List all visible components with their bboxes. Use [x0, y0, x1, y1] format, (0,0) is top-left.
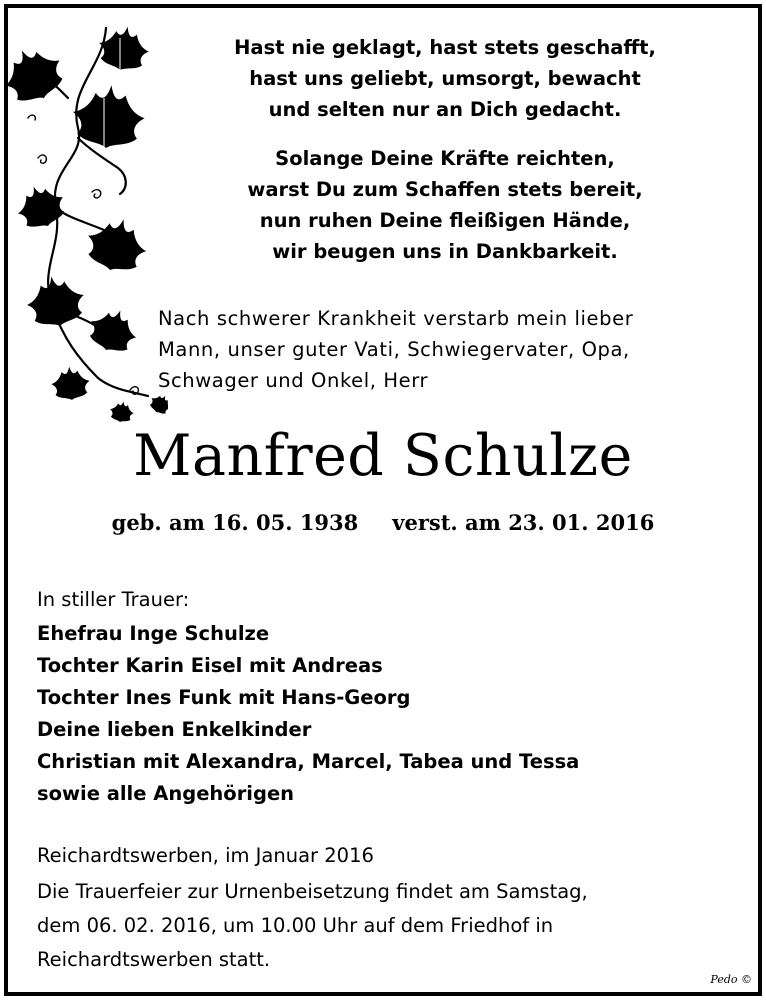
poem-line: Hast nie geklagt, hast stets geschafft,	[234, 36, 656, 59]
mourner-list	[37, 618, 579, 810]
life-dates	[0, 505, 766, 541]
mourning-label: In stiller Trauer:	[37, 588, 190, 611]
poem-line: Solange Deine Kräfte reichten,	[275, 147, 615, 170]
intro-line: Mann, unser guter Vati, Schwiegervater, Opa,	[158, 338, 630, 361]
poem-line: warst Du zum Schaffen stets bereit,	[247, 178, 643, 201]
poem-line: und selten nur an Dich gedacht.	[268, 98, 622, 121]
poem-line: nun ruhen Deine fleißigen Hände,	[259, 209, 631, 232]
deceased-name: Manfred Schulze	[133, 423, 633, 489]
mourner-item: sowie alle Angehörigen	[37, 782, 295, 805]
death-date: verst. am 23. 01. 2016	[392, 510, 655, 535]
intro-line: Nach schwerer Krankheit verstarb mein lieber	[158, 307, 634, 330]
birth-date: geb. am 16. 05. 1938	[111, 510, 359, 535]
mourner-item: Ehefrau Inge Schulze	[37, 622, 270, 645]
poem-stanza-2	[200, 143, 690, 267]
mourner-item: Tochter Karin Eisel mit Andreas	[37, 654, 383, 677]
place-and-date: Reichardtswerben, im Januar 2016	[37, 844, 374, 867]
artist-signature: Pedo ©	[710, 973, 752, 986]
mourner-item: Tochter Ines Funk mit Hans-Georg	[37, 686, 411, 709]
poem-line: wir beugen uns in Dankbarkeit.	[272, 240, 618, 263]
announcement-intro	[158, 303, 738, 396]
intro-line: Schwager und Onkel, Herr	[158, 369, 429, 392]
poem-stanza-1	[200, 32, 690, 125]
funeral-line: Reichardtswerben statt.	[37, 948, 271, 971]
poem-line: hast uns geliebt, umsorgt, bewacht	[249, 67, 641, 90]
funeral-details	[37, 875, 737, 977]
grapevine-icon	[8, 8, 168, 428]
funeral-line: Die Trauerfeier zur Urnenbeisetzung findet am Samstag,	[37, 880, 588, 903]
mourner-item: Deine lieben Enkelkinder	[37, 718, 312, 741]
mourner-item: Christian mit Alexandra, Marcel, Tabea und Tessa	[37, 750, 580, 773]
funeral-line: dem 06. 02. 2016, um 10.00 Uhr auf dem Friedhof in	[37, 914, 554, 937]
